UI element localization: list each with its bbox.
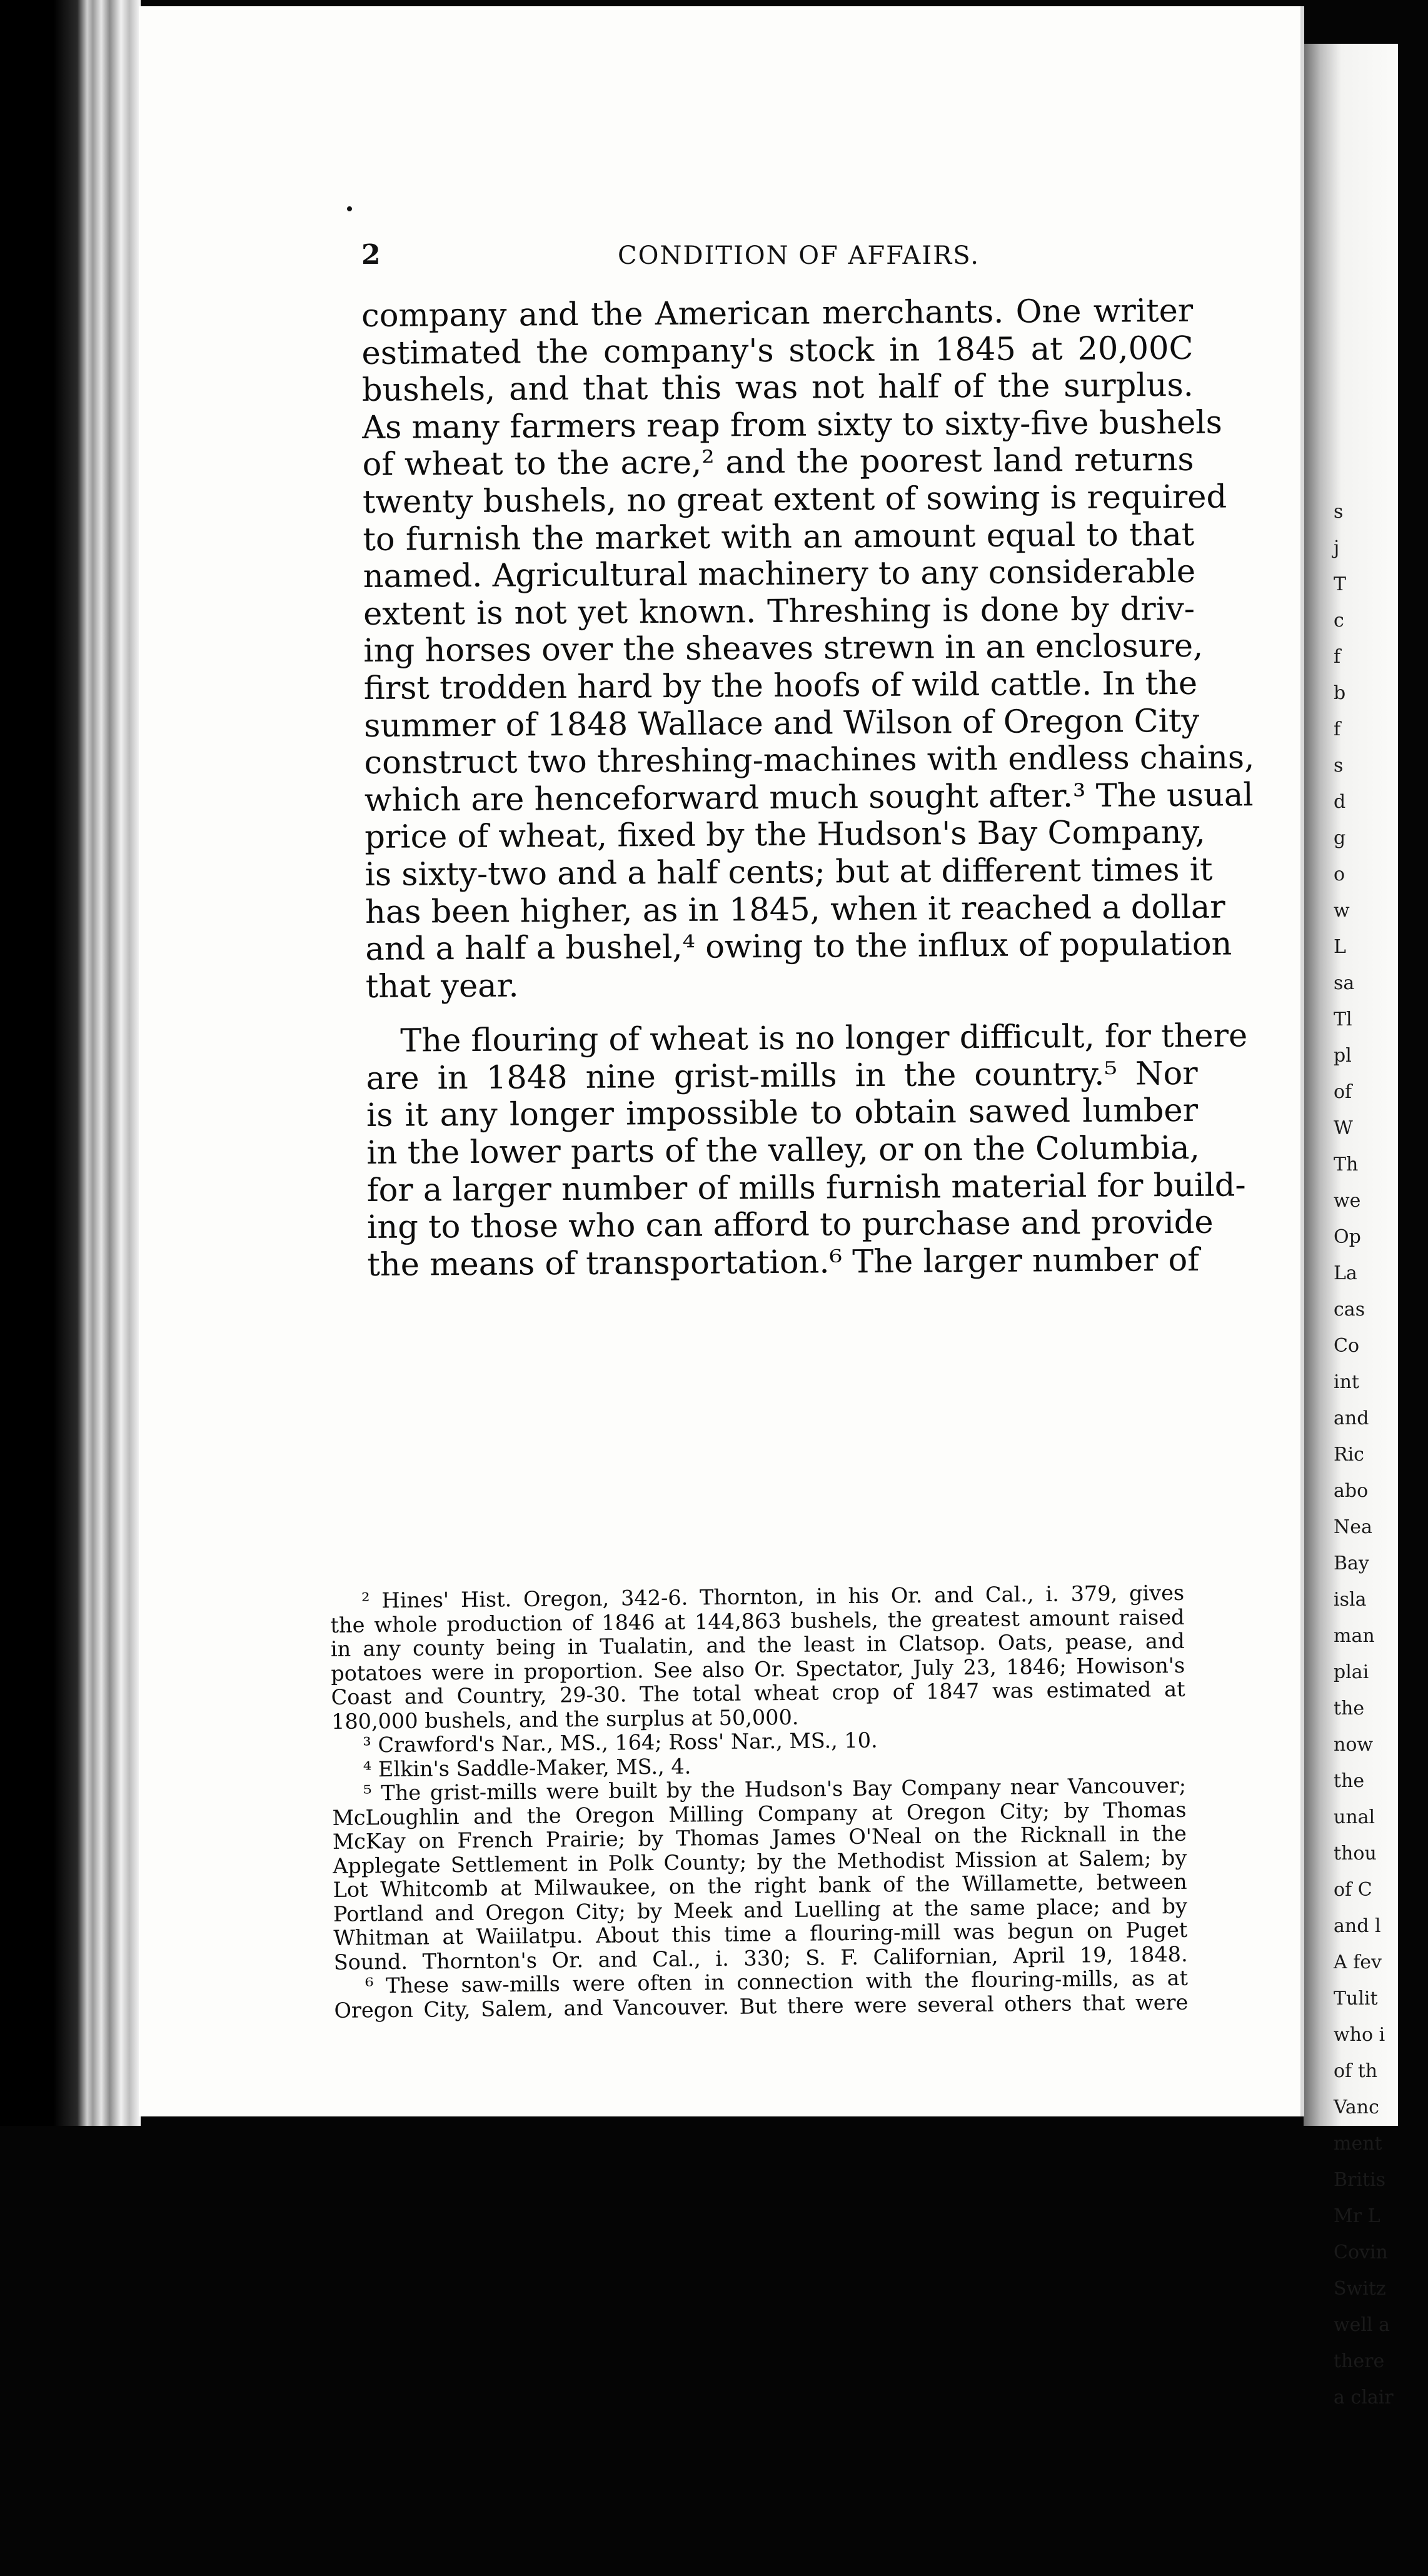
footnote-line: ³ Crawford's Nar., MS., 164; Ross' Nar., MS., 10. [363,1728,878,1758]
ink-speck [347,206,352,211]
footnote-line: in any county being in Tualatin, and the least in Clatsop. Oats, pease, and [330,1628,1185,1661]
footnote-line: Applegate Settlement in Polk County; by the Methodist Mission at Salem; by [333,1845,1187,1878]
text-line: price of wheat, fixed by the Hudson's Bay Company, [365,814,1205,857]
text-line: first trodden hard by the hoofs of wild cattle. In the [363,665,1198,707]
text-line: ing to those who can afford to purchase and provide [366,1204,1214,1247]
text-line: company and the American merchants. One writer [361,292,1194,335]
text-line: that year. [365,967,519,1005]
text-line: is it any longer impossible to obtain sawed lumber [366,1092,1199,1135]
footnote-line: ⁴ Elkin's Saddle-Maker, MS., 4. [363,1753,691,1782]
text-line: to furnish the market with an amount equal to that [363,516,1195,558]
text-line: bushels, and that this was not half of the surplus. [361,367,1194,410]
facing-page-text: s j T c f b f s d g o w L sa Tl pl of W Th we Op La cas Co int and Ric abo Nea Bay isla man plai the now the unal thou of C and l A fev Tulit who i of th Vanc ment Britis Mr L Covin Switz well a there a clair [1334,501,1394,2408]
footnote-line: McLoughlin and the Oregon Milling Company at Oregon City; by Thomas [332,1797,1187,1830]
text-line: which are henceforward much sought after.³ The usual [364,777,1254,819]
footnote-line: potatoes were in proportion. See also Or. Spectator, July 23, 1846; Howison's [331,1653,1185,1686]
text-line: construct two threshing-machines with endless chains, [364,739,1255,782]
text-line: The flouring of wheat is no longer difficult, for there [400,1017,1248,1060]
footnote-line: ⁶ These saw-mills were often in connection with the flouring-mills, as at [365,1965,1189,1998]
footnotes [330,1581,1189,2023]
footnote-line: 180,000 bushels, and the surplus at 50,000. [331,1704,799,1734]
text-line: has been higher, as in 1845, when it reached a dollar [365,888,1225,931]
text-line: ing horses over the sheaves strewn in an enclosure, [363,628,1204,670]
text-line: estimated the company's stock in 1845 at 20,00C [361,330,1194,372]
text-line: summer of 1848 Wallace and Wilson of Oregon City [364,702,1200,745]
footnote-line: ⁵ The grist-mills were built by the Hudson's Bay Company near Vancouver; [363,1773,1187,1806]
footnote-line: McKay on French Prairie; by Thomas James O'Neal on the Ricknall in the [332,1821,1187,1854]
book-binding-edge [0,0,141,2126]
text-line: extent is not yet known. Threshing is done by driv- [363,590,1195,633]
text-line: for a larger number of mills furnish material for build- [366,1167,1246,1209]
text-line: and a half a bushel,⁴ owing to the influx of population [365,925,1232,969]
text-line: As many farmers reap from sixty to sixty-five bushels [362,404,1222,446]
footnote-line: Sound. Thornton's Or. and Cal., i. 330; S. F. Californian, April 19, 1848. [333,1941,1188,1975]
text-line: the means of transportation.⁶ The larger number of [367,1241,1200,1284]
running-header [361,239,1118,276]
text-line: twenty bushels, no great extent of sowing is required [362,478,1227,521]
footnote-line: Whitman at Waiilatpu. About this time a flouring-mill was begun on Puget [333,1917,1188,1950]
running-title: CONDITION OF AFFAIRS. [618,241,980,270]
text-line: are in 1848 nine grist-mills in the country.⁵ Nor [366,1055,1198,1097]
page-number: 2 [361,239,381,271]
footnote-line: Oregon City, Salem, and Vancouver. But there were several others that were [334,1990,1189,2023]
facing-page-edge [1304,44,1398,2408]
text-line: in the lower parts of the valley, or on the Columbia, [366,1129,1200,1172]
footnote-line: Portland and Oregon City; by Meek and Luelling at the same place; and by [333,1893,1188,1926]
body-text [361,292,1255,1284]
footnote-line: Lot Whitcomb at Milwaukee, on the right bank of the Willamette, between [333,1869,1187,1902]
text-line: named. Agricultural machinery to any considerable [363,553,1196,596]
footnote-line: the whole production of 1846 at 144,863 bushels, the greatest amount raised [330,1604,1185,1638]
footnote-line: ² Hines' Hist. Oregon, 342-6. Thornton, in his Or. and Cal., i. 379, gives [361,1580,1185,1613]
text-line: is sixty-two and a half cents; but at different times it [365,851,1213,893]
text-line: of wheat to the acre,² and the poorest land returns [362,441,1194,484]
footnote-line: Coast and Country, 29-30. The total wheat crop of 1847 was estimated at [331,1676,1185,1709]
